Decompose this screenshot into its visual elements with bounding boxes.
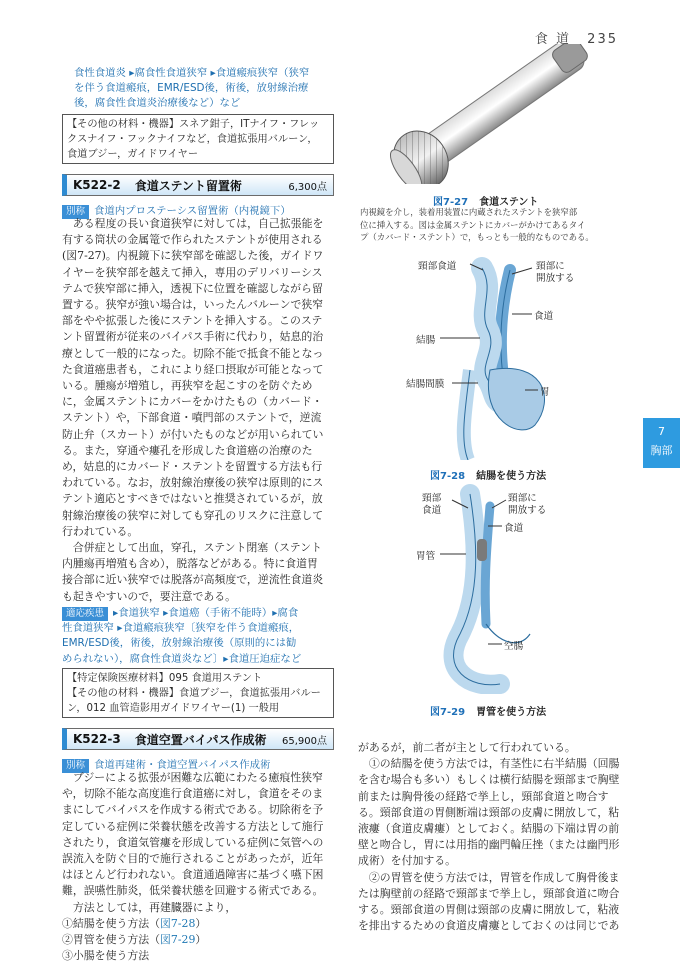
text-line: 【その他の材料・機器】食道ブジー，食道拡張用バルー xyxy=(67,688,321,699)
label-gastric-tube: 胃管 xyxy=(416,551,436,562)
text-line: ▸食道狭窄 ▸食道癌（手術不能時）▸腐食 xyxy=(113,607,299,619)
fig-7-29-diagram xyxy=(400,484,610,694)
text-line: 液瘻（食道皮膚瘻）としておく。結腸の下端は胃の前 xyxy=(358,822,620,836)
alias-tag: 別称 xyxy=(62,759,89,773)
text-line: 【特定保険医療材料】095 食道用ステント xyxy=(67,673,263,684)
text-line: 内腫瘍再増殖も含め），脱落などがある。特に食道胃 xyxy=(62,557,318,571)
figure-number: 図7-28 xyxy=(430,471,466,482)
text-line: 前または胸骨後の経路で挙上し，頸部食道と吻合す xyxy=(358,789,609,803)
method-line xyxy=(62,916,342,932)
text-line: ント留置術が従来のバイパス手術に代わり，姑息的治 xyxy=(62,330,324,344)
text-line: る。頸部食道の胃側断端は頸部の皮膚に開放して，粘 xyxy=(358,805,620,819)
text-line: 射線治療後の狭窄に対しても穿孔のリスクに注意して xyxy=(62,508,324,522)
text-line: 方法としては，再建臓器により， xyxy=(62,900,237,914)
method-close: ） xyxy=(195,916,207,930)
label-open-neck: 開放する xyxy=(508,505,547,516)
top-materials-box xyxy=(62,114,334,164)
text-line: ②の胃管を使う方法では，胃管を作成して胸骨後ま xyxy=(358,870,620,884)
text-line: 成術）を付加する。 xyxy=(358,854,457,868)
text-line: 性食道狭窄 ▸食道瘢痕狭窄〔狭窄を伴う食道瘢痕， xyxy=(62,622,300,635)
text-line: テント適応とすべきではないと推奨されているが，放 xyxy=(62,492,323,506)
chapter-number: 7 xyxy=(658,425,665,438)
text-line: ン，012 血管造影用ガイドワイヤー(1) 一般用 xyxy=(67,703,280,714)
figure-number: 図7-29 xyxy=(430,707,466,718)
text-line: 内視鏡を介し，装着用装置に内蔵されたステントを狭窄部 xyxy=(360,207,578,217)
text-line: 定している症例に栄養状態を改善する方法として施行 xyxy=(62,819,324,833)
procedure-points: 6,300点 xyxy=(288,181,327,193)
label-cervical-esophagus: 頸部食道 xyxy=(418,261,457,272)
text-line: 誤流入を防ぐ目的で施行されることがあったが，近年 xyxy=(62,852,324,866)
text-line: を伴う食道瘢痕，EMR/ESD後，術後，放射線治療 xyxy=(74,82,309,95)
method-line xyxy=(62,948,342,964)
text-line: る。また，穿通や瘻孔を形成した食道癌の治療のた xyxy=(62,443,313,457)
text-line: はほとんど行われない。食道通過障害に基づく嚥下困 xyxy=(62,868,324,882)
label-esophagus: 食道 xyxy=(504,523,524,534)
indication-tag: 適応疾患 xyxy=(62,607,108,621)
alias-tag: 別称 xyxy=(62,205,89,219)
label-mesocolon: 結腸間膜 xyxy=(406,379,445,390)
label-jejunum: 空腸 xyxy=(504,641,524,652)
fig-7-29-caption xyxy=(430,700,546,719)
text-line: められない），腐食性食道炎など〕▸食道圧迫症など xyxy=(62,652,302,665)
figure-title: 結腸を使う方法 xyxy=(476,471,547,482)
text-line: 後，腐食性食道炎治療後など）など xyxy=(74,97,241,110)
label-colon: 結腸 xyxy=(416,335,436,346)
figure-ref-link[interactable]: 図7-29 xyxy=(160,933,196,947)
stent-illustration xyxy=(370,44,620,184)
page-number: 235 xyxy=(587,32,618,47)
text-line: 難，誤嚥性肺炎，低栄養状態を回避する術式である。 xyxy=(62,884,324,898)
label-stomach: 胃 xyxy=(540,387,550,398)
tumor-mark xyxy=(477,539,487,561)
procedure-title: 食道空置バイパス作成術 xyxy=(134,732,267,747)
figure-number: 図7-27 xyxy=(433,197,469,208)
text-line: 部をやや拡張した後にステントを挿入する。このステ xyxy=(62,314,323,328)
k522-3-body-right xyxy=(358,740,648,934)
text-line: われている。なお，放射線治療後の狭窄は原則的にス xyxy=(62,476,324,490)
text-line: 合併症として出血，穿孔，ステント閉塞（ステント xyxy=(62,541,322,555)
method-line xyxy=(62,932,342,948)
text-line: クスナイフ・フックナイフなど，食道拡張用バルーン， xyxy=(67,134,318,145)
text-line: 食性食道炎 ▸腐食性食道狭窄 ▸食道瘢痕狭窄（狭窄 xyxy=(74,67,310,79)
text-line: ステント）や，下部食道・噴門部のステントで，逆流 xyxy=(62,411,322,425)
label-open-neck: 開放する xyxy=(536,273,575,284)
text-line: プ（カバード・ステント）で，もっとも一般的なものである。 xyxy=(360,232,594,242)
text-line: いる。腫瘍が増殖し，再狭窄を起こすのを防ぐため xyxy=(62,379,313,393)
text-line: テムで狭窄部に挿入，透視下に位置を確認しながら留 xyxy=(62,281,323,295)
text-line: 行われている。 xyxy=(62,524,139,538)
k522-3-body-left xyxy=(62,770,342,964)
k522-2-indications xyxy=(62,606,344,667)
text-line: ①の結腸を使う方法では，有茎性に右半結腸（回腸 xyxy=(358,757,620,771)
section-heading-k522-3 xyxy=(62,728,334,750)
section-heading-k522-2 xyxy=(62,174,334,196)
figure-title: 胃管を使う方法 xyxy=(476,707,547,718)
text-line: や，切除不能な高度進行食道癌に対し，食道をそのま xyxy=(62,787,324,801)
text-line: 防止弁（スカート）が付いたものなどが用いられてい xyxy=(62,427,324,441)
label-esophagus: 食道 xyxy=(534,311,554,322)
text-line: されたり，食道気管瘻を形成している症例に気管への xyxy=(62,835,324,849)
method-close: ） xyxy=(195,933,207,947)
figure-title: 食道ステント xyxy=(479,197,539,208)
text-line: 接合部に近い狭窄では脱落が高頻度で，逆流性食道炎 xyxy=(62,573,324,587)
text-line: イヤーを狭窄部を越えて挿入，専用のデリバリーシス xyxy=(62,265,323,279)
procedure-title: 食道ステント留置術 xyxy=(134,178,242,193)
method-text: ①結腸を使う方法（ xyxy=(62,916,161,930)
alias-text: 食道内プロステーシス留置術（内視鏡下） xyxy=(94,205,291,217)
label-cervical: 食道 xyxy=(422,505,442,516)
text-line: を排出するための食道皮膚瘻としておくのは同じであ xyxy=(358,919,620,933)
chapter-tab[interactable] xyxy=(643,418,680,468)
esophagus-shape xyxy=(485,506,490,624)
text-line: め，姑息的にカバード・ステントを留置する方法も行 xyxy=(62,460,323,474)
text-line: ある程度の長い食道狭窄に対しては，自己拡張能を xyxy=(62,217,324,230)
method-text: ③小腸を使う方法 xyxy=(62,949,150,963)
chapter-label: 胸部 xyxy=(650,444,673,457)
text-line: する。頸部食道の胃側は頸部の皮膚に開放して，粘液 xyxy=(358,903,620,917)
top-indication-list xyxy=(74,66,344,112)
procedure-code: K522-3 xyxy=(73,732,121,746)
text-line: 位に挿入する。図は金属ステントにカバーがかけてあるタイ xyxy=(360,219,586,230)
text-line: EMR/ESD後，術後，放射線治療後（原則的には勧 xyxy=(62,637,297,650)
procedure-points: 65,900点 xyxy=(282,735,327,747)
k522-2-materials-box xyxy=(62,668,334,718)
text-line: たは胸壁前の経路で頸部まで挙上し，頸部食道に吻合 xyxy=(358,886,620,900)
text-line: があるが，前二者が主として行われている。 xyxy=(358,741,576,754)
text-line: 壁と吻合し，胃には用指的幽門輪圧挫（または幽門形 xyxy=(358,838,620,852)
k522-2-body xyxy=(62,216,342,605)
fig-7-27-note xyxy=(360,206,650,244)
label-cervical: 頸部 xyxy=(422,493,442,504)
label-open-neck: 頸部に xyxy=(508,493,537,504)
fig-7-28-diagram xyxy=(370,250,600,460)
figure-ref-link[interactable]: 図7-28 xyxy=(160,916,196,930)
text-line: を含む場合も多い）もしくは横行結腸を頸部まで胸壁 xyxy=(358,773,620,787)
method-text: ②胃管を使う方法（ xyxy=(62,933,161,947)
text-line: 療として一般的になった。切除不能で抵食不能となっ xyxy=(62,346,324,360)
text-line: 有する筒状の金属篭で作られたステントが使用される xyxy=(62,233,323,247)
text-line: に，金属ステントにカバーをかけたもの（カバード・ xyxy=(62,395,323,409)
text-line: も起きやすいので，要注意である。 xyxy=(62,589,237,603)
text-line: 置する。狭窄が強い場合は，いったんバルーンで狭窄 xyxy=(62,298,324,312)
text-line: ブジーによる拡張が困難な広範にわたる癒痕性狭窄 xyxy=(62,771,323,784)
stomach-shape xyxy=(488,368,544,429)
fig-7-28-caption xyxy=(430,464,546,483)
text-line: (図7-27)。内視鏡下に狭窄部を確認した後，ガイドワ xyxy=(62,249,324,263)
label-open-neck: 頸部に xyxy=(536,261,565,272)
procedure-code: K522-2 xyxy=(73,178,121,192)
alias-text: 食道再建術・食道空置バイパス作成術 xyxy=(94,759,271,771)
header-section: 食 道 xyxy=(534,32,572,47)
text-line: た食道癌患者も，これにより経口摂取が可能となって xyxy=(62,362,324,376)
text-line: 【その他の材料・機器】スネア鉗子，ITナイフ・フレッ xyxy=(67,119,320,130)
text-line: 食道ブジー，ガイドワイヤー xyxy=(67,149,199,160)
text-line: まにしてバイパスを作成する術式である。切除術を予 xyxy=(62,803,324,817)
